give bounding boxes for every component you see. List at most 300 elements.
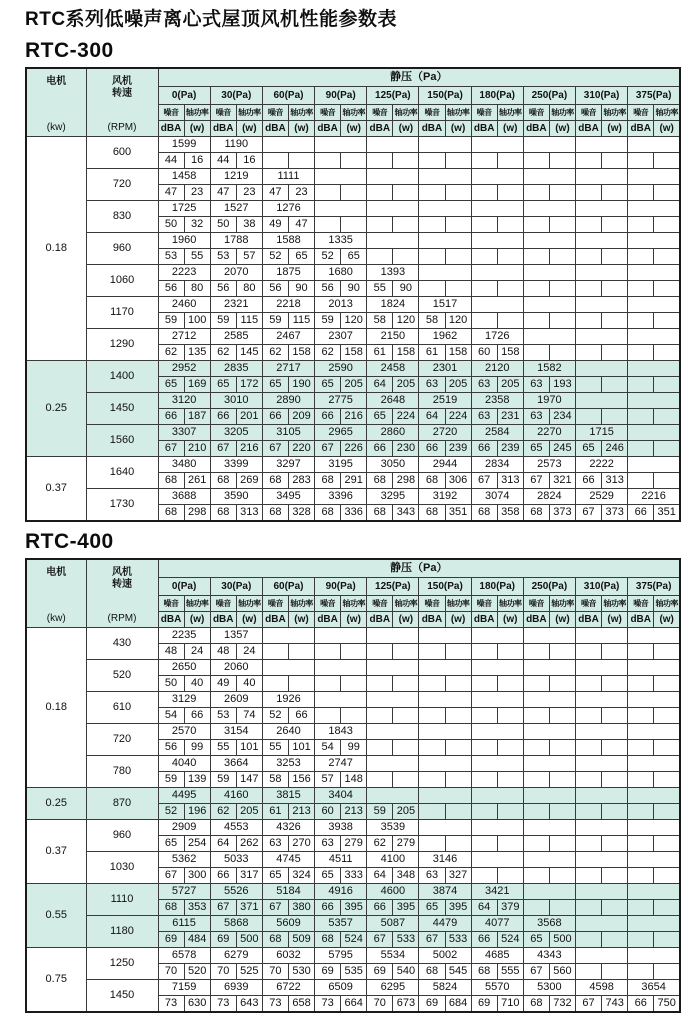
noise-value-cell: 64 — [471, 900, 497, 916]
power-value-cell: 169 — [184, 377, 210, 393]
noise-unit-header: dBA — [210, 121, 236, 137]
power-value-cell: 500 — [549, 932, 575, 948]
airflow-cell — [576, 948, 628, 964]
airflow-cell: 2120 — [471, 361, 523, 377]
power-value-cell: 336 — [341, 505, 367, 522]
airflow-cell — [523, 297, 575, 313]
power-value-cell — [654, 153, 680, 169]
airflow-cell — [471, 628, 523, 644]
noise-value-cell: 68 — [471, 505, 497, 522]
power-value-cell — [654, 836, 680, 852]
noise-value-cell — [315, 676, 341, 692]
airflow-cell: 3205 — [210, 425, 262, 441]
power-value-cell — [497, 185, 523, 201]
power-value-cell — [602, 345, 628, 361]
power-value-cell: 643 — [236, 996, 262, 1013]
motor-power-cell: 0.18 — [26, 628, 86, 788]
airflow-cell: 2270 — [523, 425, 575, 441]
power-value-cell: 395 — [393, 900, 419, 916]
airflow-cell — [471, 233, 523, 249]
noise-value-cell — [628, 772, 654, 788]
fan-speed-cell: 1730 — [86, 489, 158, 522]
noise-label-header: 噪音 — [315, 596, 341, 612]
pressure-column-header: 180(Pa) — [471, 87, 523, 105]
power-value-cell: 351 — [654, 505, 680, 522]
airflow-cell — [628, 329, 680, 345]
noise-value-cell: 68 — [419, 964, 445, 980]
noise-value-cell: 52 — [262, 708, 288, 724]
power-value-cell: 115 — [288, 313, 314, 329]
noise-label-header: 噪音 — [576, 596, 602, 612]
header-row-static-pressure — [26, 68, 680, 87]
noise-value-cell: 73 — [210, 996, 236, 1013]
noise-value-cell: 68 — [315, 505, 341, 522]
airflow-cell: 2835 — [210, 361, 262, 377]
airflow-cell: 2570 — [158, 724, 210, 740]
noise-value-cell: 57 — [315, 772, 341, 788]
noise-value-cell: 60 — [315, 804, 341, 820]
airflow-cell: 4916 — [315, 884, 367, 900]
airflow-cell: 2307 — [315, 329, 367, 345]
power-value-cell — [602, 313, 628, 329]
noise-value-cell — [576, 772, 602, 788]
airflow-cell: 2223 — [158, 265, 210, 281]
airflow-cell — [523, 724, 575, 740]
power-value-cell — [602, 153, 628, 169]
pressure-column-header: 90(Pa) — [315, 87, 367, 105]
airflow-cell — [471, 788, 523, 804]
power-value-cell — [445, 281, 471, 297]
power-value-cell — [602, 281, 628, 297]
airflow-row — [26, 489, 680, 505]
noise-value-cell — [628, 153, 654, 169]
airflow-cell — [628, 756, 680, 772]
airflow-cell — [419, 820, 471, 836]
motor-power-cell: 0.25 — [26, 788, 86, 820]
airflow-cell: 4077 — [471, 916, 523, 932]
noise-value-cell — [419, 153, 445, 169]
power-value-cell: 23 — [184, 185, 210, 201]
airflow-cell — [576, 169, 628, 185]
airflow-cell: 4745 — [262, 852, 314, 868]
noise-label-header: 噪音 — [262, 105, 288, 121]
power-value-cell — [497, 281, 523, 297]
power-value-cell: 205 — [341, 377, 367, 393]
airflow-cell: 2519 — [419, 393, 471, 409]
airflow-cell: 3480 — [158, 457, 210, 473]
power-value-cell: 193 — [549, 377, 575, 393]
power-value-cell: 99 — [341, 740, 367, 756]
noise-value-cell — [576, 644, 602, 660]
airflow-cell — [367, 233, 419, 249]
power-unit-header: (w) — [184, 121, 210, 137]
noise-value-cell — [419, 185, 445, 201]
airflow-cell: 3421 — [471, 884, 523, 900]
power-value-cell — [602, 868, 628, 884]
performance-table-rtc-400 — [25, 558, 681, 1013]
noise-value-cell: 67 — [523, 964, 549, 980]
power-value-cell: 630 — [184, 996, 210, 1013]
power-value-cell: 99 — [184, 740, 210, 756]
airflow-cell — [628, 233, 680, 249]
noise-value-cell: 47 — [210, 185, 236, 201]
power-value-cell — [393, 153, 419, 169]
noise-value-cell: 66 — [628, 505, 654, 522]
power-value-cell — [497, 740, 523, 756]
motor-power-cell: 0.37 — [26, 820, 86, 884]
power-value-cell: 16 — [236, 153, 262, 169]
noise-value-cell: 60 — [471, 345, 497, 361]
airflow-cell — [576, 916, 628, 932]
noise-value-cell — [628, 868, 654, 884]
airflow-cell — [419, 692, 471, 708]
noise-label-header: 噪音 — [471, 105, 497, 121]
noise-value-cell — [628, 313, 654, 329]
power-value-cell — [602, 217, 628, 233]
noise-unit-header: dBA — [628, 121, 654, 137]
power-value-cell — [393, 708, 419, 724]
power-value-cell — [341, 217, 367, 233]
power-value-cell: 80 — [236, 281, 262, 297]
noise-value-cell — [628, 932, 654, 948]
power-value-cell — [549, 281, 575, 297]
noise-value-cell: 65 — [158, 836, 184, 852]
airflow-cell: 2460 — [158, 297, 210, 313]
noise-value-cell: 65 — [262, 868, 288, 884]
table-container-rtc-300 — [25, 67, 682, 522]
shaft-power-label-header: 轴功率 — [341, 105, 367, 121]
fan-speed-unit-label: (RPM) — [107, 121, 137, 133]
noise-value-cell: 63 — [262, 836, 288, 852]
airflow-row — [26, 201, 680, 217]
noise-value-cell: 67 — [158, 441, 184, 457]
power-value-cell: 32 — [184, 217, 210, 233]
motor-power-cell: 0.18 — [26, 137, 86, 361]
airflow-cell — [576, 393, 628, 409]
noise-value-cell: 64 — [367, 868, 393, 884]
power-value-cell: 658 — [288, 996, 314, 1013]
noise-label-header: 噪音 — [576, 105, 602, 121]
power-value-cell: 545 — [445, 964, 471, 980]
noise-value-cell: 52 — [262, 249, 288, 265]
noise-value-cell: 64 — [367, 377, 393, 393]
airflow-row — [26, 137, 680, 153]
power-value-cell: 40 — [184, 676, 210, 692]
power-value-cell: 283 — [288, 473, 314, 489]
airflow-cell — [628, 820, 680, 836]
fan-speed-cell: 1450 — [86, 393, 158, 425]
power-value-cell: 115 — [236, 313, 262, 329]
power-value-cell — [549, 804, 575, 820]
power-value-cell: 313 — [236, 505, 262, 522]
power-value-cell: 358 — [497, 505, 523, 522]
airflow-cell: 5570 — [471, 980, 523, 996]
noise-value-cell: 73 — [315, 996, 341, 1013]
noise-value-cell — [523, 217, 549, 233]
power-value-cell — [654, 804, 680, 820]
power-value-cell — [288, 153, 314, 169]
power-value-cell — [602, 185, 628, 201]
airflow-cell — [628, 628, 680, 644]
power-value-cell — [654, 772, 680, 788]
noise-value-cell: 52 — [158, 804, 184, 820]
noise-unit-header: dBA — [523, 121, 549, 137]
noise-value-cell: 68 — [210, 473, 236, 489]
noise-value-cell: 53 — [158, 249, 184, 265]
noise-value-cell — [628, 345, 654, 361]
airflow-cell: 5002 — [419, 948, 471, 964]
noise-label-header: 噪音 — [419, 596, 445, 612]
noise-value-cell: 62 — [210, 804, 236, 820]
noise-unit-header: dBA — [262, 612, 288, 628]
static-pressure-header: 静压（Pa） — [158, 68, 680, 87]
power-value-cell: 239 — [497, 441, 523, 457]
power-value-cell — [497, 708, 523, 724]
power-value-cell — [654, 409, 680, 425]
noise-value-cell — [628, 249, 654, 265]
airflow-cell: 2235 — [158, 628, 210, 644]
noise-value-cell: 68 — [315, 932, 341, 948]
noise-value-cell: 63 — [315, 836, 341, 852]
airflow-cell — [419, 201, 471, 217]
noise-value-cell — [471, 836, 497, 852]
noise-value-cell: 66 — [210, 409, 236, 425]
power-value-cell — [602, 377, 628, 393]
power-value-cell — [602, 836, 628, 852]
motor-header — [26, 559, 86, 628]
power-value-cell — [549, 644, 575, 660]
power-unit-header: (w) — [497, 121, 523, 137]
noise-value-cell — [628, 217, 654, 233]
fan-speed-cell: 960 — [86, 233, 158, 265]
power-value-cell: 158 — [497, 345, 523, 361]
fan-speed-cell: 720 — [86, 724, 158, 756]
fan-speed-cell: 960 — [86, 820, 158, 852]
fan-speed-cell: 1400 — [86, 361, 158, 393]
power-value-cell — [497, 772, 523, 788]
power-value-cell: 524 — [497, 932, 523, 948]
noise-value-cell — [523, 804, 549, 820]
noise-value-cell: 58 — [262, 772, 288, 788]
airflow-cell — [523, 692, 575, 708]
motor-header — [26, 68, 86, 137]
power-value-cell: 216 — [236, 441, 262, 457]
power-value-cell — [654, 708, 680, 724]
airflow-cell — [576, 852, 628, 868]
noise-value-cell: 68 — [158, 900, 184, 916]
noise-value-cell: 67 — [523, 473, 549, 489]
airflow-cell — [576, 233, 628, 249]
power-value-cell: 226 — [341, 441, 367, 457]
power-value-cell — [497, 249, 523, 265]
airflow-row — [26, 265, 680, 281]
noise-value-cell — [628, 644, 654, 660]
noise-label-header: 噪音 — [158, 105, 184, 121]
airflow-cell: 2321 — [210, 297, 262, 313]
airflow-cell: 4598 — [576, 980, 628, 996]
power-value-cell: 230 — [393, 441, 419, 457]
power-value-cell — [497, 153, 523, 169]
airflow-cell — [419, 628, 471, 644]
airflow-cell — [628, 884, 680, 900]
airflow-cell: 3154 — [210, 724, 262, 740]
power-value-cell — [602, 740, 628, 756]
airflow-cell — [367, 201, 419, 217]
noise-unit-header: dBA — [315, 121, 341, 137]
fan-speed-cell: 1180 — [86, 916, 158, 948]
airflow-cell: 3195 — [315, 457, 367, 473]
model-heading-rtc-300: RTC-300 — [25, 39, 114, 62]
power-value-cell: 379 — [497, 900, 523, 916]
power-value-cell: 484 — [184, 932, 210, 948]
airflow-cell: 2965 — [315, 425, 367, 441]
section-rtc-300 — [25, 39, 682, 522]
power-value-cell — [549, 836, 575, 852]
airflow-cell: 1725 — [158, 201, 210, 217]
power-value-cell: 353 — [184, 900, 210, 916]
airflow-cell: 2775 — [315, 393, 367, 409]
shaft-power-label-header: 轴功率 — [236, 596, 262, 612]
power-value-cell: 525 — [236, 964, 262, 980]
motor-header-inner — [27, 561, 86, 627]
power-value-cell — [654, 932, 680, 948]
noise-unit-header: dBA — [367, 121, 393, 137]
power-value-cell: 147 — [236, 772, 262, 788]
airflow-cell: 4479 — [419, 916, 471, 932]
table-body — [26, 137, 680, 522]
power-value-cell: 673 — [393, 996, 419, 1013]
power-value-cell: 205 — [393, 804, 419, 820]
airflow-cell: 6939 — [210, 980, 262, 996]
airflow-row — [26, 980, 680, 996]
airflow-cell: 3129 — [158, 692, 210, 708]
noise-value-cell: 58 — [419, 313, 445, 329]
power-value-cell: 139 — [184, 772, 210, 788]
noise-label-header: 噪音 — [419, 105, 445, 121]
power-value-cell: 120 — [341, 313, 367, 329]
noise-unit-header: dBA — [158, 612, 184, 628]
pressure-column-header: 150(Pa) — [419, 87, 471, 105]
airflow-cell — [523, 756, 575, 772]
power-value-cell — [549, 345, 575, 361]
power-value-cell — [602, 409, 628, 425]
airflow-cell: 6032 — [262, 948, 314, 964]
noise-value-cell: 50 — [210, 217, 236, 233]
shaft-power-label-header: 轴功率 — [602, 105, 628, 121]
airflow-cell: 3874 — [419, 884, 471, 900]
airflow-cell — [523, 884, 575, 900]
airflow-cell: 5184 — [262, 884, 314, 900]
airflow-cell — [471, 724, 523, 740]
power-value-cell: 210 — [184, 441, 210, 457]
noise-label-header: 噪音 — [315, 105, 341, 121]
noise-label-header: 噪音 — [210, 105, 236, 121]
power-value-cell — [497, 217, 523, 233]
noise-value-cell — [576, 964, 602, 980]
fan-speed-cell: 830 — [86, 201, 158, 233]
noise-value-cell — [628, 185, 654, 201]
noise-value-cell: 62 — [210, 345, 236, 361]
airflow-cell: 5357 — [315, 916, 367, 932]
motor-power-cell: 0.37 — [26, 457, 86, 522]
power-value-cell: 664 — [341, 996, 367, 1013]
airflow-cell — [315, 137, 367, 153]
power-value-cell: 306 — [445, 473, 471, 489]
noise-value-cell: 68 — [367, 473, 393, 489]
pressure-column-header: 250(Pa) — [523, 87, 575, 105]
power-value-cell: 509 — [288, 932, 314, 948]
noise-value-cell — [523, 345, 549, 361]
noise-value-cell: 65 — [315, 377, 341, 393]
power-value-cell — [654, 313, 680, 329]
power-unit-header: (w) — [236, 612, 262, 628]
airflow-cell — [576, 361, 628, 377]
power-value-cell: 327 — [445, 868, 471, 884]
noise-value-cell: 67 — [210, 441, 236, 457]
power-value-cell — [445, 676, 471, 692]
noise-value-cell: 65 — [158, 377, 184, 393]
noise-value-cell — [419, 217, 445, 233]
noise-value-cell — [576, 740, 602, 756]
noise-value-cell — [523, 868, 549, 884]
power-value-cell: 158 — [445, 345, 471, 361]
airflow-cell — [628, 361, 680, 377]
airflow-cell: 1458 — [158, 169, 210, 185]
power-value-cell: 90 — [288, 281, 314, 297]
airflow-cell — [367, 169, 419, 185]
performance-table-rtc-300 — [25, 67, 681, 522]
noise-value-cell: 66 — [419, 441, 445, 457]
airflow-cell: 2216 — [628, 489, 680, 505]
power-value-cell — [445, 708, 471, 724]
noise-unit-header: dBA — [315, 612, 341, 628]
airflow-cell: 1335 — [315, 233, 367, 249]
noise-unit-header: dBA — [576, 612, 602, 628]
power-value-cell: 205 — [497, 377, 523, 393]
power-value-cell — [602, 804, 628, 820]
power-value-cell — [497, 868, 523, 884]
power-value-cell — [341, 708, 367, 724]
airflow-cell: 2909 — [158, 820, 210, 836]
power-value-cell: 209 — [288, 409, 314, 425]
power-value-cell — [393, 185, 419, 201]
power-value-cell: 348 — [393, 868, 419, 884]
airflow-cell: 2860 — [367, 425, 419, 441]
noise-value-cell: 56 — [158, 281, 184, 297]
airflow-cell — [523, 329, 575, 345]
noise-value-cell: 67 — [158, 868, 184, 884]
power-value-cell: 66 — [288, 708, 314, 724]
airflow-cell: 2640 — [262, 724, 314, 740]
airflow-cell — [576, 884, 628, 900]
airflow-cell: 1111 — [262, 169, 314, 185]
power-value-cell: 371 — [236, 900, 262, 916]
noise-value-cell — [315, 185, 341, 201]
airflow-cell: 1726 — [471, 329, 523, 345]
pressure-column-header: 310(Pa) — [576, 578, 628, 596]
noise-unit-header: dBA — [419, 612, 445, 628]
noise-value-cell: 65 — [367, 409, 393, 425]
power-unit-header: (w) — [288, 612, 314, 628]
noise-value-cell: 48 — [210, 644, 236, 660]
power-value-cell — [654, 281, 680, 297]
pressure-column-header: 310(Pa) — [576, 87, 628, 105]
power-value-cell: 216 — [341, 409, 367, 425]
airflow-cell — [628, 788, 680, 804]
section-rtc-400 — [25, 530, 682, 1013]
power-value-cell — [654, 740, 680, 756]
power-unit-header: (w) — [654, 612, 680, 628]
